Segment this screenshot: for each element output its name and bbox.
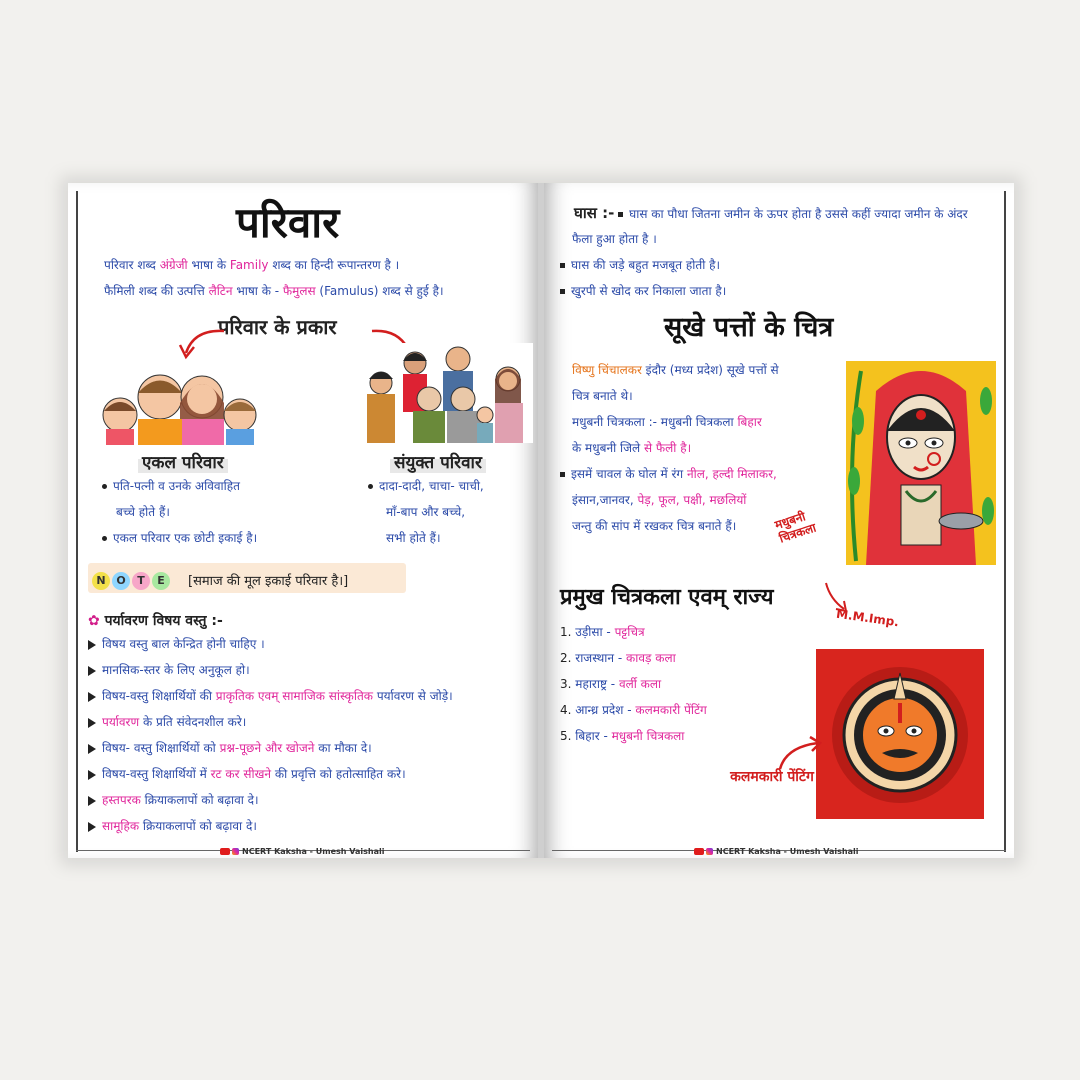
open-notebook [68, 183, 1014, 858]
painting-row: 1. उड़ीसा - पट्टचित्र [560, 625, 645, 639]
paintings-heading: प्रमुख चित्रकला एवम् राज्य [560, 584, 774, 610]
painting-row: 4. आन्ध्र प्रदेश - कलमकारी पेंटिंग [560, 703, 707, 717]
nuclear-point-2: एकल परिवार एक छोटी इकाई है। [102, 529, 257, 546]
grass-line-1: घास :- घास का पौधा जितना जमीन के ऊपर होता है उससे कहीं ज्यादा जमीन के अंदर [574, 204, 968, 222]
note-letter-o: O [112, 572, 130, 590]
footer: NCERT Kaksha - Umesh Vaishali [694, 847, 858, 856]
note-badge [92, 569, 172, 590]
grass-line-2: फैला हुआ होता है । [572, 232, 657, 246]
joint-point-1c: सभी होते हैं। [386, 531, 441, 545]
right-page [544, 183, 1014, 858]
madhubani-tag: मधुबनी चित्रकला [773, 509, 818, 546]
instagram-icon [706, 848, 713, 855]
nuclear-family-illustration [90, 363, 260, 445]
left-page [68, 183, 538, 858]
painting-row: 3. महाराष्ट्र - वर्ली कला [560, 677, 662, 691]
env-point: सामूहिक क्रियाकलापों को बढ़ावा दे। [88, 817, 257, 834]
intro-line-1: परिवार शब्द अंग्रेजी भाषा के Family शब्द का हिन्दी रूपान्तरण है । [104, 258, 400, 272]
kalamkari-tag: कलमकारी पेंटिंग [730, 769, 814, 785]
note-text: [समाज की मूल इकाई परिवार है।] [188, 574, 349, 589]
arrow-icon [776, 735, 826, 775]
leaves-line: विष्णु चिंचालकर इंदौर (मध्य प्रदेश) सूखे पत्तों से [572, 363, 779, 377]
leaves-line: के मधुबनी जिले से फैली है। [572, 441, 692, 455]
leaves-line: इंसान,जानवर, पेड़, फूल, पक्षी, मछलियों [572, 493, 747, 507]
leaves-line: चित्र बनाते थे। [572, 389, 633, 403]
nuclear-label: एकल परिवार [138, 450, 228, 473]
note-letter-n: N [92, 572, 110, 590]
joint-point-1: दादा-दादी, चाचा- चाची, [368, 477, 484, 494]
grass-line-3: घास की जड़े बहुत मजबूत होती है। [560, 256, 720, 273]
youtube-icon [220, 848, 230, 855]
nuclear-point-1: पति-पत्नी व उनके अविवाहित [102, 477, 240, 494]
env-point: विषय वस्तु बाल केन्द्रित होनी चाहिए । [88, 635, 265, 652]
page-title: परिवार [236, 198, 340, 247]
env-point: विषय- वस्तु शिक्षार्थियों को प्रश्न-पूछने और खोजने का मौका दे। [88, 739, 372, 756]
footer: NCERT Kaksha - Umesh Vaishali [220, 847, 384, 856]
leaves-line: जन्तु की सांप में रखकर चित्र बनाते हैं। [572, 519, 737, 533]
nuclear-point-1b: बच्चे होते हैं। [116, 505, 170, 519]
env-point: मानसिक-स्तर के लिए अनुकूल हो। [88, 661, 250, 678]
kalamkari-painting [816, 649, 984, 819]
types-heading: परिवार के प्रकार [218, 315, 337, 339]
leaves-heading: सूखे पत्तों के चित्र [664, 312, 834, 343]
flower-icon: ✿ [88, 613, 100, 629]
painting-row: 5. बिहार - मधुबनी चित्रकला [560, 729, 685, 743]
joint-label: संयुक्त परिवार [390, 450, 486, 473]
note-letter-t: T [132, 572, 150, 590]
env-point: विषय-वस्तु शिक्षार्थियों में रट कर सीखने की प्रवृत्ति को हतोत्साहित करे। [88, 765, 406, 782]
madhubani-painting [846, 361, 996, 565]
joint-point-1b: माँ-बाप और बच्चे, [386, 505, 466, 519]
imp-tag: M.M.Imp. [835, 606, 900, 630]
arrow-left-icon [174, 323, 234, 363]
leaves-line: इसमें चावल के घोल में रंग नील, हल्दी मिलाकर, [560, 465, 777, 482]
grass-line-4: खुरपी से खोद कर निकाला जाता है। [560, 282, 726, 299]
painting-row: 2. राजस्थान - कावड़ कला [560, 651, 676, 665]
note-letter-e: E [152, 572, 170, 590]
instagram-icon [232, 848, 239, 855]
env-point: पर्यावरण के प्रति संवेदनशील करे। [88, 713, 246, 730]
env-point: हस्तपरक क्रियाकलापों को बढ़ावा दे। [88, 791, 259, 808]
joint-family-illustration [363, 343, 533, 443]
youtube-icon [694, 848, 704, 855]
intro-line-2: फैमिली शब्द की उत्पत्ति लैटिन भाषा के - फैमुलस (Famulus) शब्द से हुई है। [104, 284, 444, 298]
env-heading: ✿ पर्यावरण विषय वस्तु :- [88, 613, 223, 629]
env-point: विषय-वस्तु शिक्षार्थियों की प्राकृतिक एवम् सामाजिक सांस्कृतिक पर्यावरण से जोड़े। [88, 687, 453, 704]
leaves-line: मधुबनी चित्रकला :- मधुबनी चित्रकला बिहार [572, 415, 762, 429]
